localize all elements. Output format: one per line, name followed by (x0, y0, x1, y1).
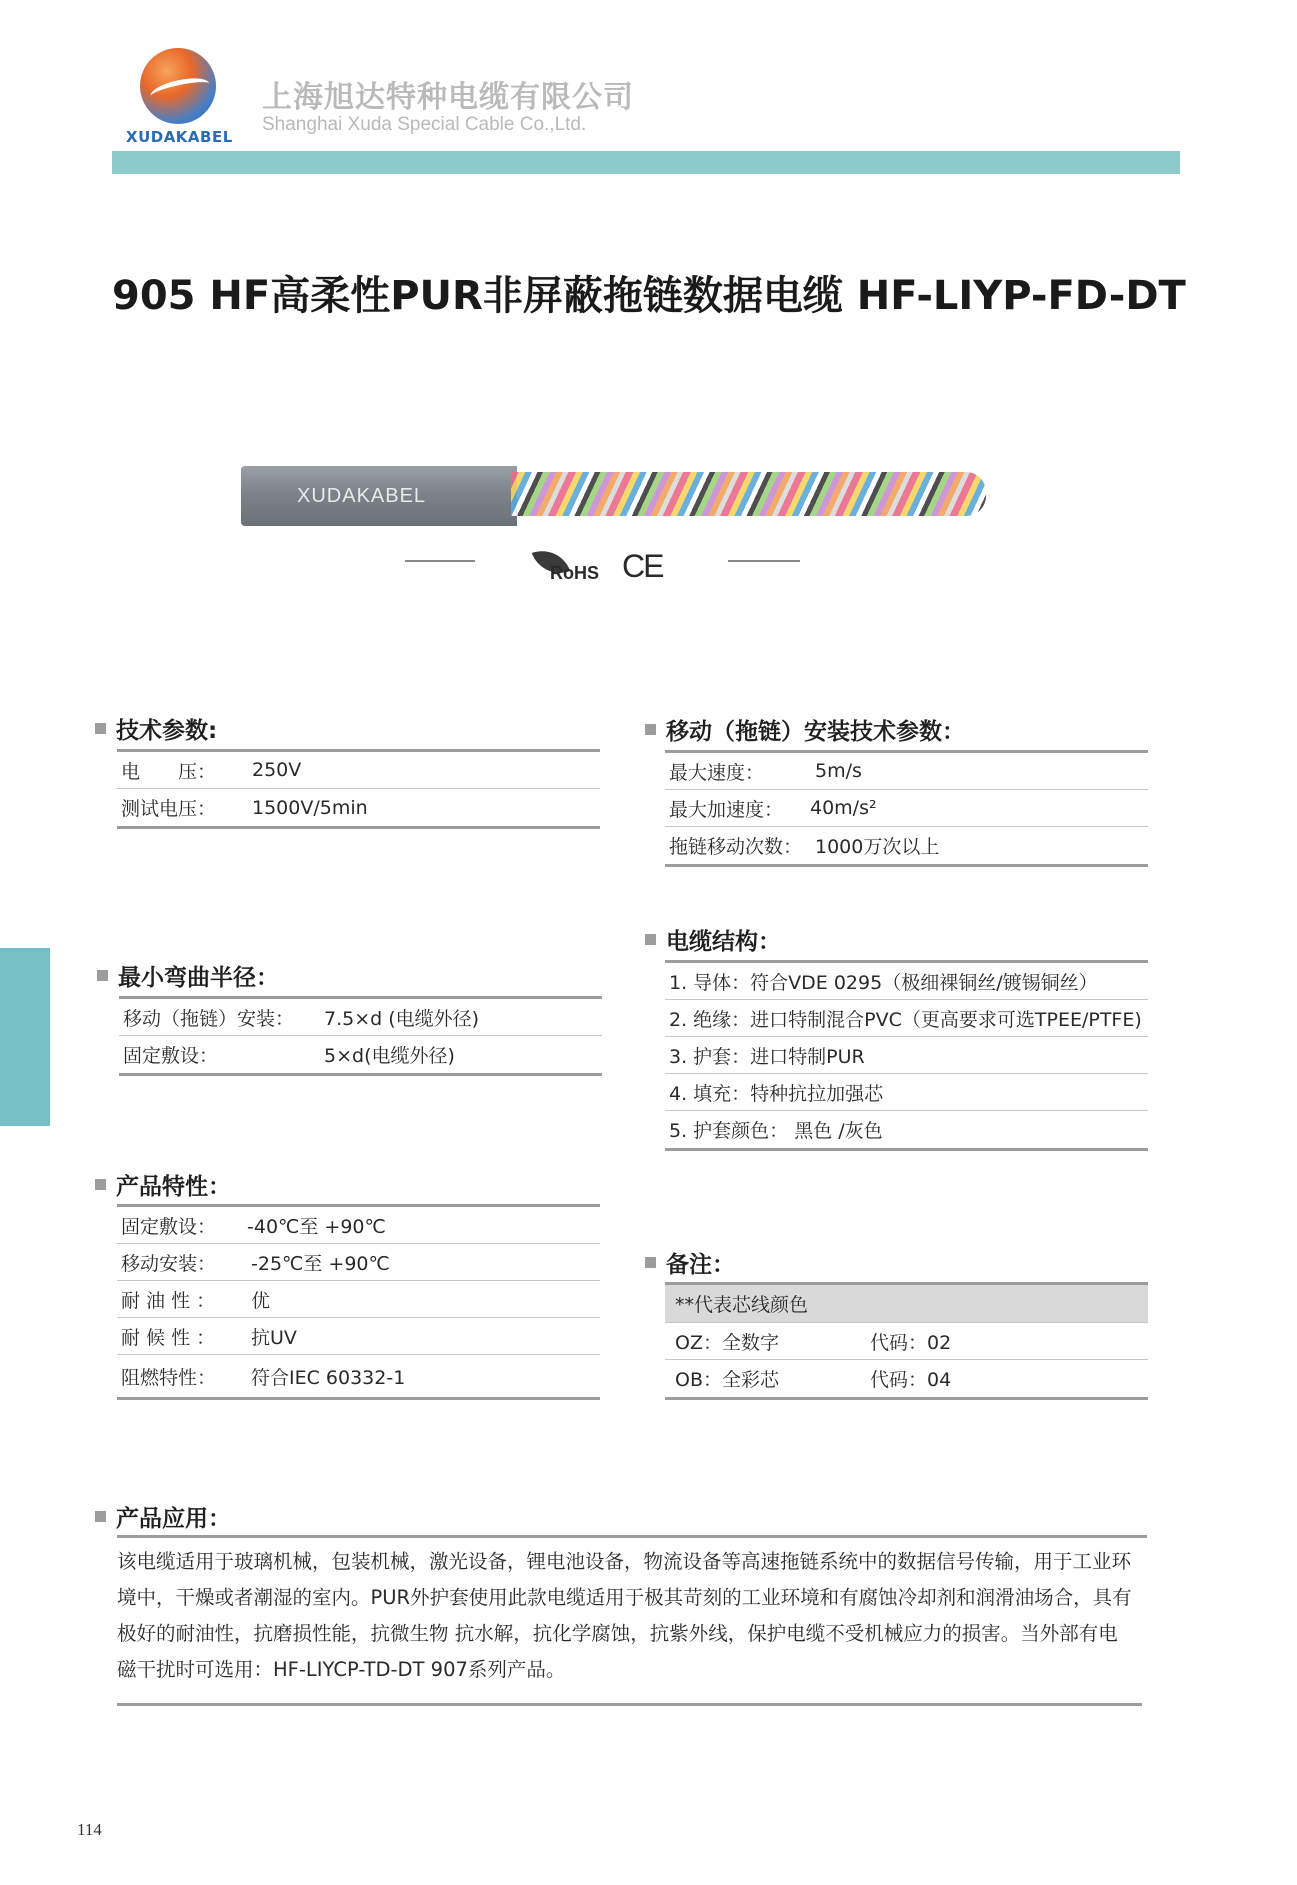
features-heading (95, 1168, 231, 1201)
row-value: -25℃至 +90℃ (251, 1252, 390, 1275)
row-key: 耐 油 性 ： (121, 1289, 216, 1312)
table-row (665, 1000, 1148, 1037)
bend-radius-heading (97, 959, 279, 992)
cable-image (241, 466, 986, 526)
row-value: 40m/s² (810, 797, 877, 819)
motion-params-heading (645, 713, 965, 746)
table-row (665, 827, 1148, 864)
row-key: OZ：全数字 (675, 1331, 779, 1354)
row-value: 1000万次以上 (815, 836, 940, 858)
row-key: 耐 候 性 ： (121, 1326, 216, 1349)
table-row (117, 1244, 600, 1281)
row-value: -40℃至 +90℃ (247, 1215, 386, 1238)
application-text: 该电缆适用于玻璃机械，包装机械，激光设备，锂电池设备，物流设备等高速拖链系统中的数据信号传输，用于工业环境中，干燥或者潮湿的室内。PUR外护套使用此款电缆适用于极其苛刻的工业环境和有腐蚀冷却剂和润滑油场合，具有极好的耐油性，抗磨损性能，抗微生物 抗水解，抗化学腐蚀，抗紫外线，保护电缆不受机械应力的损害。当外部有电磁干扰时可选用：HF-LIYCP-TD-DT 907系列产品。 (117, 1550, 1132, 1681)
bullet-square-icon (95, 723, 106, 734)
row-key: 电 压： (121, 760, 217, 783)
table-row (665, 1111, 1148, 1148)
tech-params-heading-text: 技术参数: (116, 718, 218, 744)
motion-params-heading-text: 移动（拖链）安装技术参数： (666, 719, 965, 745)
row-key: 测试电压： (121, 798, 217, 820)
side-tab-marker (0, 948, 50, 1126)
application-heading (95, 1500, 231, 1533)
cable-jacket (241, 466, 517, 526)
rohs-icon (536, 547, 602, 583)
features-heading-text: 产品特性： (116, 1174, 231, 1200)
table-row (117, 752, 600, 789)
notes-heading-text: 备注： (666, 1252, 735, 1278)
table-row (117, 1355, 600, 1397)
row-value: 250V (252, 759, 302, 781)
bullet-square-icon (645, 1257, 656, 1268)
tech-params-heading (95, 712, 217, 745)
features-table (117, 1204, 600, 1400)
notes-table (665, 1282, 1148, 1400)
row-key: 最大加速度： (669, 798, 784, 821)
row-value: 优 (251, 1289, 271, 1312)
row-key: OB：全彩芯 (675, 1369, 779, 1391)
row-key: 阻燃特性： (121, 1366, 217, 1389)
divider-left (405, 560, 475, 562)
table-row (665, 1074, 1148, 1111)
table-row (117, 1281, 600, 1318)
structure-item: 3. 护套：进口特制PUR (669, 1045, 865, 1068)
header-accent-bar (112, 151, 1180, 174)
structure-item: 5. 护套颜色： 黑色 /灰色 (669, 1120, 883, 1142)
application-top-rule (117, 1535, 1147, 1538)
structure-heading (645, 923, 781, 956)
application-bottom-rule (117, 1703, 1142, 1706)
table-row (665, 1360, 1148, 1397)
row-key: 移动（拖链）安装： (123, 1007, 295, 1030)
row-value: 代码：02 (870, 1331, 952, 1354)
bullet-square-icon (95, 1511, 106, 1522)
row-key: 最大速度： (669, 761, 765, 784)
table-row (665, 1037, 1148, 1074)
structure-item: 1. 导体：符合VDE 0295（极细裸铜丝/镀锡铜丝） (669, 971, 1098, 994)
bullet-square-icon (95, 1179, 106, 1190)
structure-item: 2. 绝缘：进口特制混合PVC（更高要求可选TPEE/PTFE) (669, 1008, 1142, 1031)
company-name-cn: 上海旭达特种电缆有限公司 (262, 80, 634, 115)
table-row (665, 753, 1148, 790)
divider-right (728, 560, 800, 562)
table-row (665, 1323, 1148, 1360)
row-key: 移动安装： (121, 1252, 217, 1275)
notes-banner (665, 1285, 1148, 1323)
application-heading-text: 产品应用： (116, 1506, 231, 1532)
bullet-square-icon (97, 970, 108, 981)
row-value: 5×d(电缆外径) (324, 1045, 455, 1067)
table-row (119, 999, 602, 1036)
row-key: 拖链移动次数： (669, 836, 803, 858)
table-row (119, 1036, 602, 1073)
row-value: 7.5×d (电缆外径) (324, 1007, 480, 1030)
structure-item: 4. 填充：特种抗拉加强芯 (669, 1082, 884, 1105)
table-row (117, 1318, 600, 1355)
bend-radius-heading-text: 最小弯曲半径： (118, 965, 279, 991)
bullet-square-icon (645, 934, 656, 945)
notes-heading (645, 1246, 735, 1279)
company-name-en: Shanghai Xuda Special Cable Co.,Ltd. (262, 114, 587, 135)
row-value: 5m/s (815, 760, 862, 782)
page-title: 905 HF高柔性PUR非屏蔽拖链数据电缆 HF-LIYP-FD-DT (112, 273, 1186, 319)
row-value: 抗UV (251, 1326, 297, 1349)
page-number: 114 (77, 1820, 102, 1839)
table-row (117, 1207, 600, 1244)
structure-table (665, 960, 1148, 1151)
notes-banner-text: **代表芯线颜色 (675, 1294, 809, 1316)
cable-colored-cores (511, 472, 986, 516)
row-key: 固定敷设： (123, 1045, 219, 1067)
row-value: 符合IEC 60332-1 (251, 1366, 406, 1389)
bullet-square-icon (645, 724, 656, 735)
row-key: 固定敷设： (121, 1215, 217, 1238)
rohs-label: RoHS (550, 563, 599, 583)
table-row (117, 789, 600, 826)
ce-icon: CE (622, 548, 663, 584)
structure-heading-text: 电缆结构： (666, 929, 781, 955)
table-row (665, 963, 1148, 1000)
tech-params-table (117, 749, 600, 829)
bend-radius-table (119, 996, 602, 1076)
motion-params-table (665, 750, 1148, 867)
row-value: 代码：04 (870, 1369, 952, 1391)
cable-jacket-label: XUDAKABEL (297, 485, 427, 507)
row-value: 1500V/5min (252, 796, 368, 819)
logo-wordmark: XUDAKABEL (126, 128, 233, 146)
company-logo (120, 44, 238, 144)
table-row (665, 790, 1148, 827)
